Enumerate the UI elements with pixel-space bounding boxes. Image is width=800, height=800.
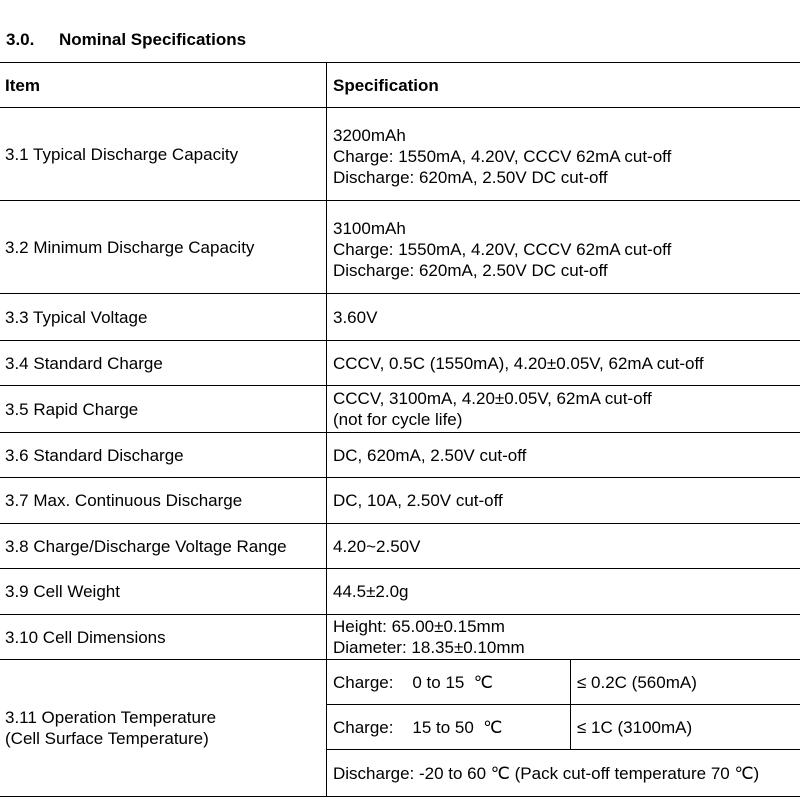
table-row xyxy=(0,569,800,615)
row-spec: Height: 65.00±0.15mm Diameter: 18.35±0.10mm xyxy=(327,615,800,660)
discharge-condition: Discharge: -20 to 60 ℃ (Pack cut-off temperature 70 ℃) xyxy=(327,750,800,797)
row-spec: 3100mAh Charge: 1550mA, 4.20V, CCCV 62mA cut-off Discharge: 620mA, 2.50V DC cut-off xyxy=(327,201,800,294)
operation-temperature-item: 3.11 Operation Temperature (Cell Surface Temperature) xyxy=(0,660,327,797)
table-header-row xyxy=(0,63,800,108)
row-spec: 44.5±2.0g xyxy=(327,569,800,615)
header-item: Item xyxy=(0,63,327,108)
charge-low-condition: Charge: 0 to 15 ℃ xyxy=(327,660,571,705)
row-spec: CCCV, 3100mA, 4.20±0.05V, 62mA cut-off (not for cycle life) xyxy=(327,386,800,433)
table-row xyxy=(0,108,800,201)
row-item: 3.7 Max. Continuous Discharge xyxy=(0,478,327,524)
table-row xyxy=(0,524,800,569)
table-row xyxy=(0,660,800,705)
table-row xyxy=(0,615,800,660)
header-specification: Specification xyxy=(327,63,800,108)
row-spec: 3.60V xyxy=(327,294,800,341)
table-row xyxy=(0,478,800,524)
table-row xyxy=(0,201,800,294)
charge-high-condition: Charge: 15 to 50 ℃ xyxy=(327,705,571,750)
row-item: 3.9 Cell Weight xyxy=(0,569,327,615)
row-item: 3.6 Standard Discharge xyxy=(0,433,327,478)
section-number: 3.0. xyxy=(6,30,35,49)
row-item: 3.2 Minimum Discharge Capacity xyxy=(0,201,327,294)
table-row xyxy=(0,341,800,386)
row-spec: DC, 10A, 2.50V cut-off xyxy=(327,478,800,524)
section-heading: Nominal Specifications xyxy=(59,30,247,49)
row-item: 3.4 Standard Charge xyxy=(0,341,327,386)
row-item: 3.3 Typical Voltage xyxy=(0,294,327,341)
row-item: 3.8 Charge/Discharge Voltage Range xyxy=(0,524,327,569)
row-spec: 4.20~2.50V xyxy=(327,524,800,569)
row-spec: 3200mAh Charge: 1550mA, 4.20V, CCCV 62mA cut-off Discharge: 620mA, 2.50V DC cut-off xyxy=(327,108,800,201)
charge-low-limit: ≤ 0.2C (560mA) xyxy=(571,660,800,705)
row-item: 3.5 Rapid Charge xyxy=(0,386,327,433)
row-item: 3.10 Cell Dimensions xyxy=(0,615,327,660)
table-row xyxy=(0,294,800,341)
spec-table xyxy=(0,62,800,797)
row-item: 3.1 Typical Discharge Capacity xyxy=(0,108,327,201)
section-title xyxy=(6,30,246,50)
charge-high-limit: ≤ 1C (3100mA) xyxy=(571,705,800,750)
row-spec: CCCV, 0.5C (1550mA), 4.20±0.05V, 62mA cut-off xyxy=(327,341,800,386)
table-row xyxy=(0,433,800,478)
table-row xyxy=(0,386,800,433)
row-spec: DC, 620mA, 2.50V cut-off xyxy=(327,433,800,478)
